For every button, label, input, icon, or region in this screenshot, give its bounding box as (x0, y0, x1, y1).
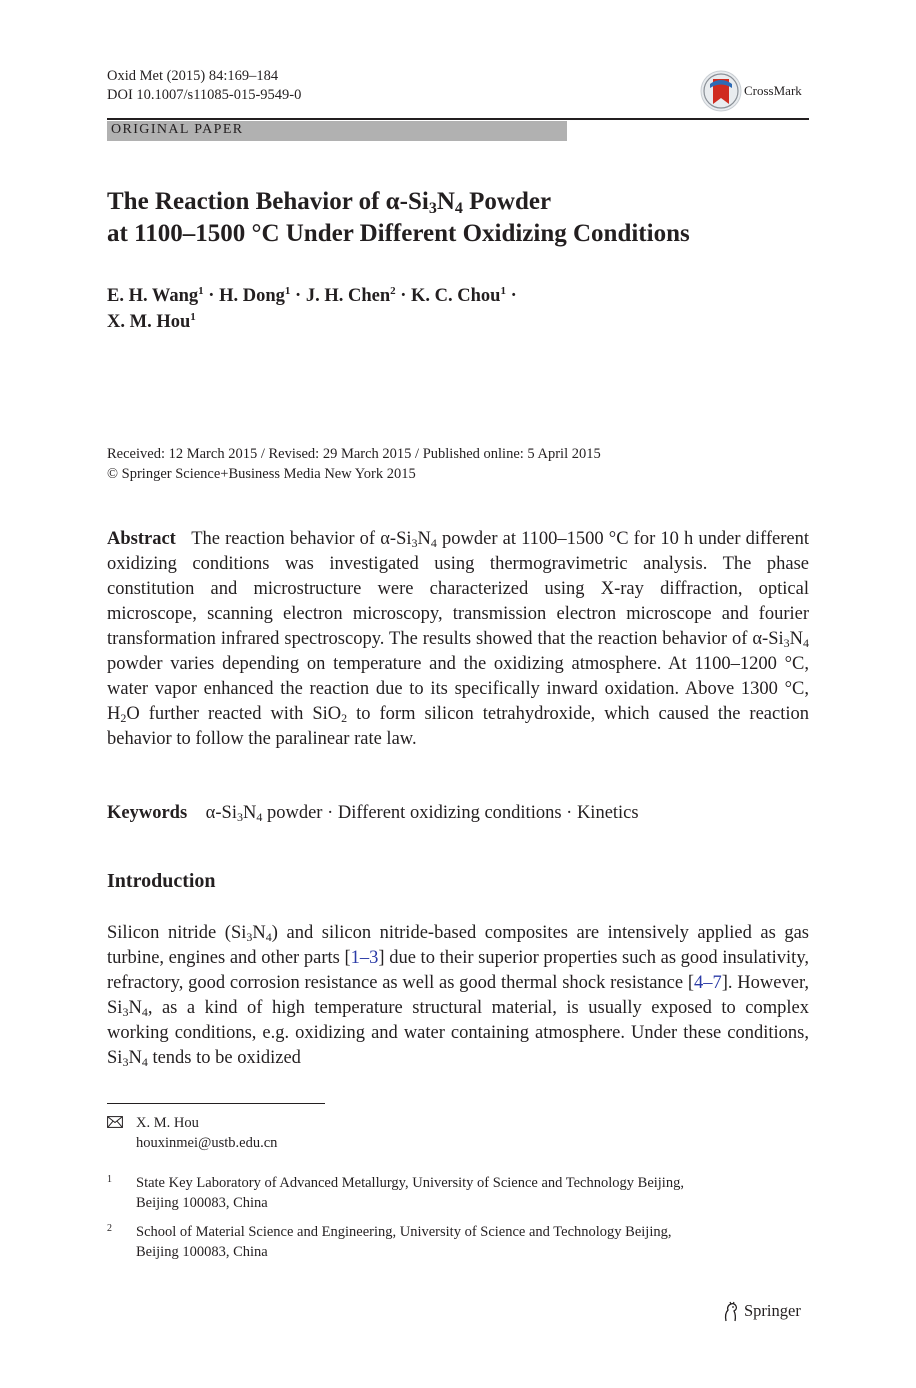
journal-citation: Oxid Met (2015) 84:169–184 (107, 68, 279, 84)
subscript: 3 (122, 1005, 129, 1019)
author-name: J. H. Chen$^2$ · (305, 285, 412, 306)
abstract (107, 527, 809, 752)
subscript: 2 (120, 711, 127, 725)
header-divider (107, 118, 809, 120)
title-line-2: at 1100–1500 °C Under Different Oxidizing Conditions (107, 220, 690, 247)
footnote-divider (107, 1103, 325, 1104)
publisher-name: Springer (744, 1301, 801, 1320)
author-name: K. C. Chou$^1$ · (411, 285, 517, 306)
keywords-label: Keywords (107, 803, 188, 823)
subscript: 4 (141, 1005, 148, 1019)
copyright: © Springer Science+Business Media New York 2015 (107, 466, 416, 482)
crossmark-badge[interactable] (700, 70, 810, 114)
affiliation-line: State Key Laboratory of Advanced Metallurgy, University of Science and Technology Beijing, (136, 1175, 684, 1191)
subscript: 2 (341, 711, 348, 725)
springer-horse-icon (722, 1301, 740, 1323)
abstract-label: Abstract (107, 529, 176, 549)
author-affiliation-marker: 1 (198, 285, 204, 297)
author-affiliation-marker: 2 (390, 285, 396, 297)
citation-link[interactable]: 1–3 (350, 948, 379, 968)
affiliation-line: Beijing 100083, China (136, 1195, 268, 1211)
journal-info (107, 67, 301, 105)
citation-link[interactable]: 4–7 (694, 973, 722, 993)
subscript: 3 (236, 810, 243, 824)
affiliation-line: Beijing 100083, China (136, 1244, 268, 1260)
author-affiliation-marker: 1 (190, 311, 196, 323)
section-heading-introduction: Introduction (107, 870, 216, 892)
author-affiliation-marker: 1 (500, 285, 506, 297)
affiliation-number: 2 (107, 1223, 112, 1234)
title-line-1: The Reaction Behavior of $\alpha-Si_3N_4$ Powder (107, 188, 552, 217)
introduction-text: Silicon nitride $(Si_3N_4)$ and silicon nitride-based composites are intensively applied as gas turbine, engines and other parts [1–3] due to their superior properties such as good insulativity, refractory, good corrosion resistance as well as good thermal shock resistance [4–7]. However, $Si_3N_4$, as a kind of high temperature structural material, is usually exposed to complex working conditions, e.g. oxidizing and water containing atmosphere. Under these conditions, $Si_3N_4$ tends to be oxidized (107, 923, 809, 1069)
paper-type-bar (107, 121, 567, 141)
subscript: 4 (265, 930, 272, 944)
envelope-icon (107, 1116, 123, 1128)
subscript: 4 (803, 636, 809, 650)
author-list (107, 283, 807, 335)
keywords-text: $\alpha-Si_3N_4$ powder · Different oxidizing conditions · Kinetics (205, 803, 639, 824)
subscript: 4 (430, 536, 437, 550)
subscript: 3 (122, 1055, 129, 1069)
publication-dates (107, 444, 809, 484)
keywords (107, 801, 639, 826)
publisher-logo (722, 1299, 812, 1325)
subscript: 3 (411, 536, 418, 550)
affiliation-number: 1 (107, 1174, 112, 1185)
affiliation-line: School of Material Science and Engineering, University of Science and Technology Beijing, (136, 1224, 672, 1240)
corresponding-email[interactable]: houxinmei@ustb.edu.cn (136, 1135, 278, 1151)
crossmark-label: CrossMark (744, 83, 802, 98)
abstract-text: The reaction behavior of $\alpha-Si_3N_4$ powder at 1100–1500 °C for 10 h under different oxidizing conditions was investigated using thermogravimetric analysis. The phase constitution and microstructure were characterized using X-ray diffraction, optical microscope, scanning electron microscopy, transmission electron microscope and fourier transformation infrared spectroscopy. The results showed that the reaction behavior of $\alpha-Si_3N_4$ powder varies depending on temperature and the oxidizing atmosphere. At 1100–1200 °C, water vapor enhanced the reaction due to its specifically inward oxidation. Above 1300 °C, $H_2O$ further reacted with SiO$_2$ to form silicon tetrahydroxide, which caused the reaction behavior to follow the paralinear rate law. (107, 529, 809, 749)
subscript: 3 (246, 930, 253, 944)
paper-type-label: ORIGINAL PAPER (111, 122, 244, 137)
subscript: 4 (256, 810, 263, 824)
author-name: H. Dong$^1$ · (219, 285, 306, 306)
author-name: X. M. Hou$^1$ (107, 311, 196, 332)
doi[interactable]: DOI 10.1007/s11085-015-9549-0 (107, 87, 302, 103)
history-dates: Received: 12 March 2015 / Revised: 29 March 2015 / Published online: 5 April 2015 (107, 446, 601, 462)
crossmark-icon (700, 70, 742, 112)
subscript: 3 (783, 636, 790, 650)
subscript: 4 (141, 1055, 148, 1069)
author-affiliation-marker: 1 (284, 285, 291, 297)
corresponding-name: X. M. Hou (136, 1115, 199, 1131)
author-name: E. H. Wang$^1$ · (107, 285, 220, 306)
paper-title (107, 186, 827, 250)
